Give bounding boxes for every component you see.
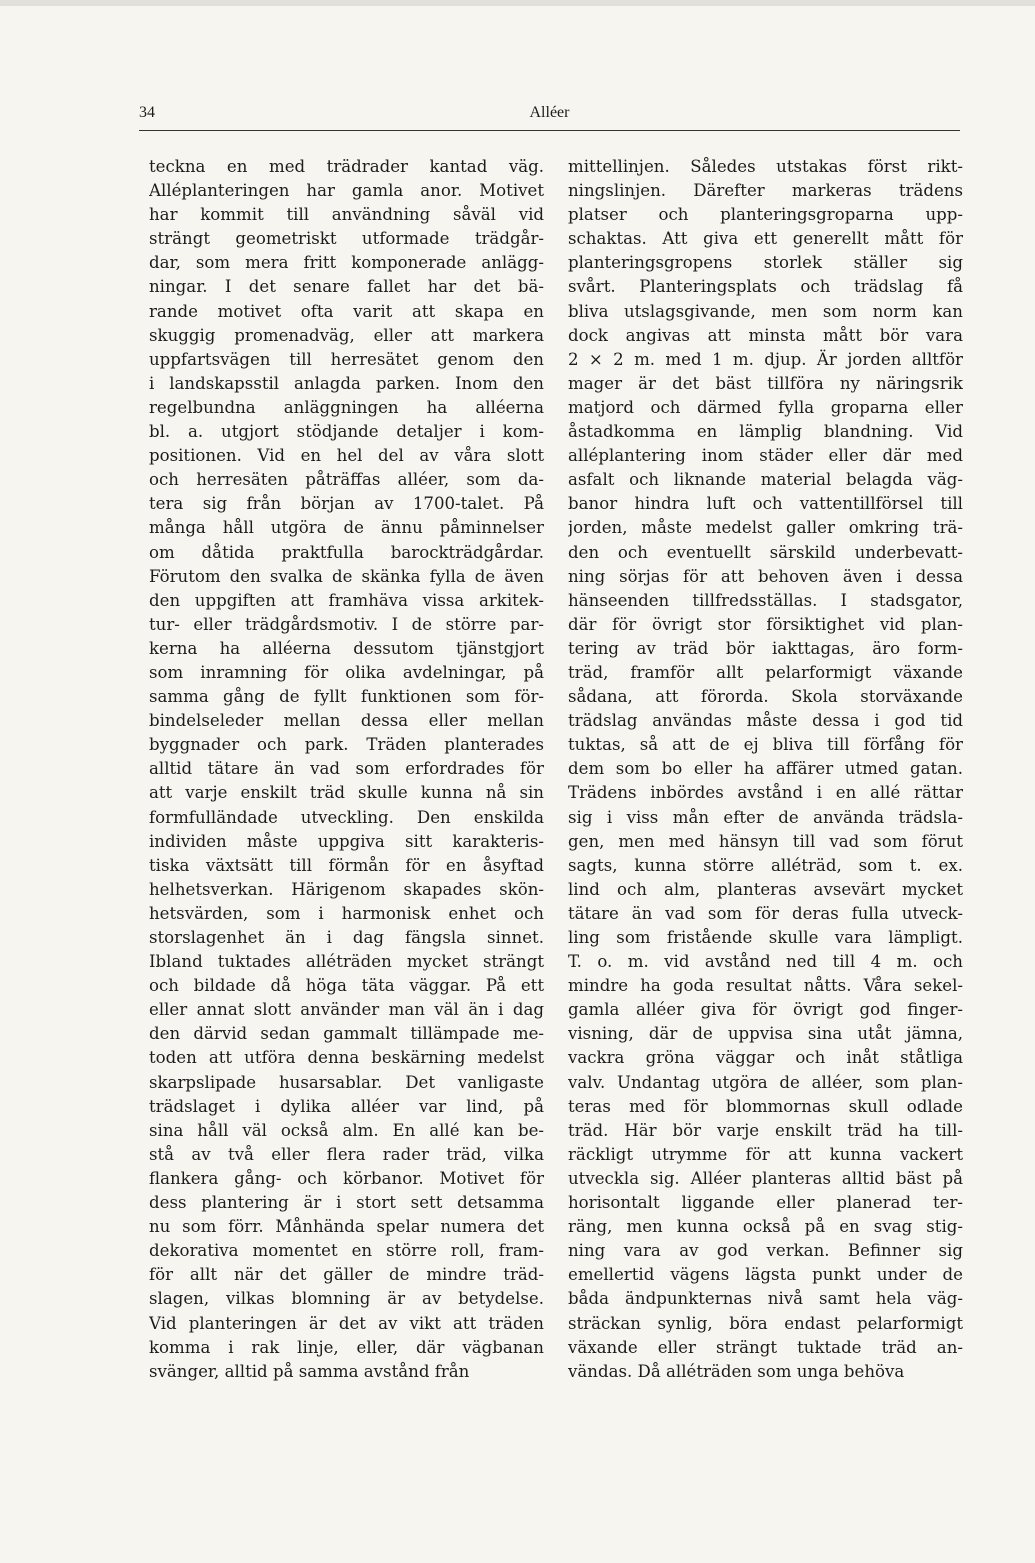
text-line: sig i viss mån efter de använda trädsla- xyxy=(568,807,963,827)
text-line: ning vara av god verkan. Befinner sig xyxy=(568,1241,963,1261)
text-line: teras med för blommornas skull odlade xyxy=(568,1096,963,1116)
text-line: Alléplanteringen har gamla anor. Motivet xyxy=(149,181,544,201)
right-text-column xyxy=(568,155,963,1384)
text-line: tuktas, så att de ej bliva till förfång för xyxy=(568,735,963,755)
text-line: skarpslipade husarsablar. Det vanligaste xyxy=(149,1072,544,1092)
text-line: uppfartsvägen till herresätet genom den xyxy=(149,349,544,369)
text-line: ningslinjen. Därefter markeras trädens xyxy=(568,181,963,201)
text-line: tiska växtsätt till förmån för en åsyftad xyxy=(149,855,544,875)
text-line: om dåtida praktfulla barockträdgårdar. xyxy=(149,542,544,562)
text-line: dem som bo eller ha affärer utmed gatan. xyxy=(568,759,963,779)
text-line: sådana, att förorda. Skola storväxande xyxy=(568,687,963,707)
text-line: lind och alm, planteras avsevärt mycket xyxy=(568,879,963,899)
text-line: hetsvärden, som i harmonisk enhet och xyxy=(149,903,544,923)
text-line: stå av två eller flera rader träd, vilka xyxy=(149,1144,544,1164)
text-line: vändas. Då alléträden som unga behöva xyxy=(568,1361,905,1381)
text-line: samma gång de fyllt funktionen som för- xyxy=(149,687,544,707)
text-line: asfalt och liknande material belagda väg- xyxy=(568,470,963,490)
text-line: dar, som mera fritt komponerade anlägg- xyxy=(149,253,544,273)
text-line: Ibland tuktades alléträden mycket strängt xyxy=(149,952,544,972)
running-title: Alléer xyxy=(529,104,570,121)
text-line: den uppgiften att framhäva vissa arkitek- xyxy=(149,590,544,610)
text-line: alltid tätare än vad som erfordrades för xyxy=(149,759,544,779)
text-line: båda ändpunkternas nivå samt hela väg- xyxy=(568,1289,963,1309)
text-line: rande motivet ofta varit att skapa en xyxy=(149,301,544,321)
text-line: dekorativa momentet en större roll, fram- xyxy=(149,1241,544,1261)
text-line: valv. Undantag utgöra de alléer, som plan- xyxy=(568,1072,963,1092)
text-line: tera sig från början av 1700-talet. På xyxy=(149,494,544,514)
page-top-edge xyxy=(0,0,1035,6)
text-line: skuggig promenadväg, eller att markera xyxy=(149,325,544,345)
text-line: ningar. I det senare fallet har det bä- xyxy=(149,277,544,297)
text-line: i landskapsstil anlagda parken. Inom den xyxy=(149,373,544,393)
text-line: tur- eller trädgårdsmotiv. I de större par- xyxy=(149,614,544,634)
text-line: trädslaget i dylika alléer var lind, på xyxy=(149,1096,544,1116)
text-line: mindre ha goda resultat nåtts. Våra sekel- xyxy=(568,976,963,996)
text-line: emellertid vägens lägsta punkt under de xyxy=(568,1265,963,1285)
text-line: positionen. Vid en hel del av våra slott xyxy=(149,446,544,466)
text-line: flankera gång- och körbanor. Motivet för xyxy=(149,1168,544,1188)
text-line: dess plantering är i stort sett detsamma xyxy=(149,1193,544,1213)
text-line: sagts, kunna större alléträd, som t. ex. xyxy=(568,855,963,875)
text-line: dock angivas att minsta mått bör vara xyxy=(568,325,963,345)
text-line: för allt när det gäller de mindre träd- xyxy=(149,1265,544,1285)
text-line: schaktas. Att giva ett generellt mått för xyxy=(568,229,963,249)
text-line: och bildade då höga täta väggar. På ett xyxy=(149,976,544,996)
text-line: vackra gröna väggar och inåt ståtliga xyxy=(568,1048,963,1068)
text-line: där för övrigt stor försiktighet vid plan- xyxy=(568,614,963,634)
text-line: svårt. Planteringsplats och trädslag få xyxy=(568,277,963,297)
text-line: gamla alléer giva för övrigt god finger- xyxy=(568,1000,963,1020)
text-line: bl. a. utgjort stödjande detaljer i kom- xyxy=(149,422,544,442)
text-line: träd, framför allt pelarformigt växande xyxy=(568,662,963,682)
left-text-column xyxy=(149,155,544,1384)
text-line: individen måste uppgiva sitt karakteris- xyxy=(149,831,544,851)
text-line: tering av träd bör iakttagas, äro form- xyxy=(568,638,963,658)
text-line: sina håll väl också alm. En allé kan be- xyxy=(149,1120,544,1140)
text-line: storslagenhet än i dag fängsla sinnet. xyxy=(149,928,544,947)
text-line: regelbundna anläggningen ha alléerna xyxy=(149,397,544,417)
text-line: har kommit till användning såväl vid xyxy=(149,205,544,225)
text-line: toden att utföra denna beskärning medelst xyxy=(149,1048,544,1068)
text-line: bliva utslagsgivande, men som norm kan xyxy=(568,301,963,321)
text-line: den och eventuellt särskild underbevatt- xyxy=(568,542,963,562)
text-line: sträckan synlig, böra endast pelarformigt xyxy=(568,1313,963,1333)
text-line: platser och planteringsgroparna upp- xyxy=(568,205,963,225)
running-header xyxy=(139,100,960,131)
text-line: träd. Här bör varje enskilt träd ha till- xyxy=(568,1120,963,1140)
text-line: formfulländade utveckling. Den enskilda xyxy=(149,807,544,827)
text-line: räng, men kunna också på en svag stig- xyxy=(568,1217,963,1237)
text-line: strängt geometriskt utformade trädgår- xyxy=(149,229,544,249)
text-line: slagen, vilkas blomning är av betydelse. xyxy=(149,1289,544,1309)
text-line: ling som fristående skulle vara lämpligt. xyxy=(568,928,963,947)
text-line: visning, där de uppvisa sina utåt jämna, xyxy=(568,1024,963,1044)
text-line: helhetsverkan. Härigenom skapades skön- xyxy=(149,879,544,899)
text-line: planteringsgropens storlek ställer sig xyxy=(568,253,963,273)
text-line: utveckla sig. Alléer planteras alltid bäst på xyxy=(568,1168,963,1188)
text-line: nu som förr. Månhända spelar numera det xyxy=(149,1217,544,1237)
text-line: jorden, måste medelst galler omkring trä- xyxy=(568,518,963,538)
text-line: svänger, alltid på samma avstånd från xyxy=(149,1361,470,1381)
text-line: att varje enskilt träd skulle kunna nå sin xyxy=(149,783,544,803)
text-line: byggnader och park. Träden planterades xyxy=(149,735,544,755)
text-line: horisontalt liggande eller planerad ter- xyxy=(568,1193,963,1213)
text-line: T. o. m. vid avstånd ned till 4 m. och xyxy=(568,952,963,972)
text-line: Vid planteringen är det av vikt att träden xyxy=(149,1313,544,1333)
text-line: banor hindra luft och vattentillförsel till xyxy=(568,494,963,514)
text-line: teckna en med trädrader kantad väg. xyxy=(149,157,544,176)
text-line: hänseenden tillfredsställas. I stadsgator, xyxy=(568,590,963,610)
text-line: den därvid sedan gammalt tillämpade me- xyxy=(149,1024,544,1044)
page-number: 34 xyxy=(139,104,155,121)
text-line: mittellinjen. Således utstakas först rikt- xyxy=(568,157,963,176)
text-line: eller annat slott använder man väl än i dag xyxy=(149,1000,544,1020)
text-line: ning sörjas för att behoven även i dessa xyxy=(568,566,963,586)
text-line: matjord och därmed fylla groparna eller xyxy=(568,397,963,417)
text-line: kerna ha alléerna dessutom tjänstgjort xyxy=(149,638,544,658)
text-line: komma i rak linje, eller, där vägbanan xyxy=(149,1337,544,1357)
text-line: räckligt utrymme för att kunna vackert xyxy=(568,1144,963,1164)
text-line: Förutom den svalka de skänka fylla de även xyxy=(149,566,544,586)
text-line: mager är det bäst tillföra ny näringsrik xyxy=(568,373,963,393)
text-line: växande eller strängt tuktade träd an- xyxy=(568,1337,963,1357)
text-line: Trädens inbördes avstånd i en allé rättar xyxy=(568,783,963,803)
text-line: och herresäten påträffas alléer, som da- xyxy=(149,470,544,490)
text-line: 2 × 2 m. med 1 m. djup. Är jorden alltför xyxy=(568,349,963,369)
text-line: trädslag användas måste dessa i god tid xyxy=(568,711,963,731)
text-line: som inramning för olika avdelningar, på xyxy=(149,662,544,682)
text-line: gen, men med hänsyn till vad som förut xyxy=(568,831,963,851)
text-line: bindelseleder mellan dessa eller mellan xyxy=(149,711,544,731)
text-line: många håll utgöra de ännu påminnelser xyxy=(149,518,544,538)
text-line: åstadkomma en lämplig blandning. Vid xyxy=(568,422,963,442)
text-line: alléplantering inom städer eller där med xyxy=(568,446,963,466)
text-line: tätare än vad som för deras fulla utveck- xyxy=(568,903,963,923)
